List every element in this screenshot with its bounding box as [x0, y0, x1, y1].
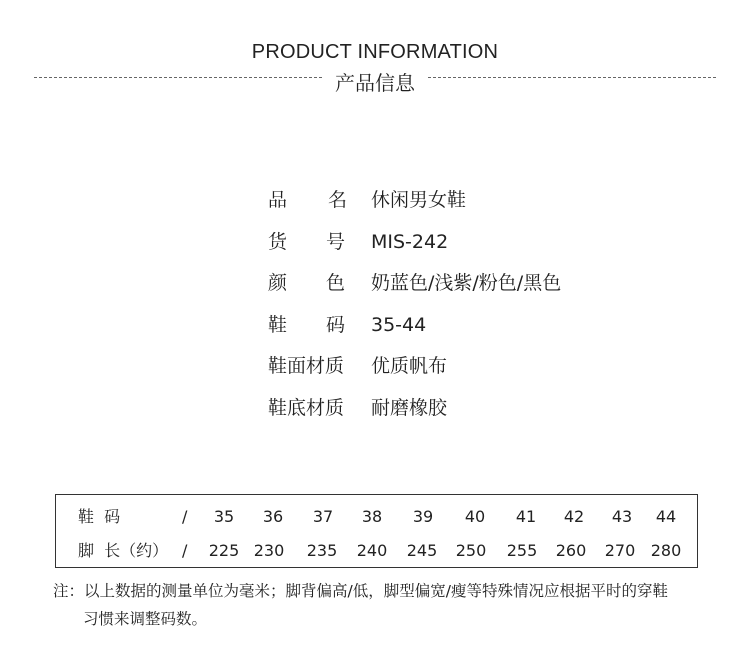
- info-value: 优质帆布: [371, 355, 448, 377]
- info-label-char: 货: [268, 230, 288, 253]
- info-value: 35-44: [371, 313, 427, 336]
- info-label-char: 名: [328, 189, 348, 211]
- size-cell: 44: [655, 507, 677, 526]
- info-label-char: 颜: [268, 272, 288, 294]
- foot-length-row-separator: /: [182, 541, 188, 560]
- length-cell: 230: [253, 541, 285, 560]
- size-cell: 43: [611, 507, 633, 526]
- size-cell: 42: [563, 507, 585, 526]
- info-label-char: 鞋: [268, 313, 288, 336]
- length-cell: 245: [406, 541, 438, 560]
- info-label-char: 号: [326, 230, 346, 253]
- size-cell: 36: [262, 507, 284, 526]
- length-cell: 225: [208, 541, 240, 560]
- info-label-char: 码: [326, 313, 346, 336]
- info-label-char: 鞋底材质: [268, 396, 345, 419]
- foot-length-row: [56, 537, 697, 565]
- foot-length-row-label: 脚 长（约）: [78, 541, 169, 560]
- length-cell: 240: [356, 541, 388, 560]
- length-cell: 250: [455, 541, 487, 560]
- size-chart-table: [55, 494, 698, 568]
- length-cell: 255: [506, 541, 538, 560]
- info-value: MIS-242: [371, 230, 449, 253]
- size-cell: 38: [361, 507, 383, 526]
- size-row-label: 鞋 码: [78, 507, 121, 526]
- title-en: PRODUCT INFORMATION: [251, 41, 499, 63]
- length-cell: 235: [306, 541, 338, 560]
- length-cell: 260: [555, 541, 587, 560]
- measurement-note: [53, 577, 713, 633]
- size-cell: 41: [515, 507, 537, 526]
- info-value: 奶蓝色/浅紫/粉色/黑色: [371, 272, 562, 294]
- size-cell: 35: [213, 507, 235, 526]
- title-cn: 产品信息: [335, 71, 415, 95]
- size-row: [56, 503, 697, 531]
- info-label-char: 色: [326, 272, 346, 294]
- size-row-separator: /: [182, 507, 188, 526]
- info-label-char: 鞋面材质: [268, 355, 345, 377]
- info-value: 耐磨橡胶: [371, 396, 448, 419]
- length-cell: 280: [650, 541, 682, 560]
- info-value: 休闲男女鞋: [371, 189, 467, 211]
- info-label-char: 品: [268, 189, 288, 211]
- size-cell: 37: [312, 507, 334, 526]
- length-cell: 270: [604, 541, 636, 560]
- note-line-1: 注：以上数据的测量单位为毫米；脚背偏高/低，脚型偏宽/瘦等特殊情况应根据平时的穿鞋: [53, 582, 668, 600]
- note-line-2: 习惯来调整码数。: [83, 610, 208, 628]
- size-cell: 40: [464, 507, 486, 526]
- size-cell: 39: [412, 507, 434, 526]
